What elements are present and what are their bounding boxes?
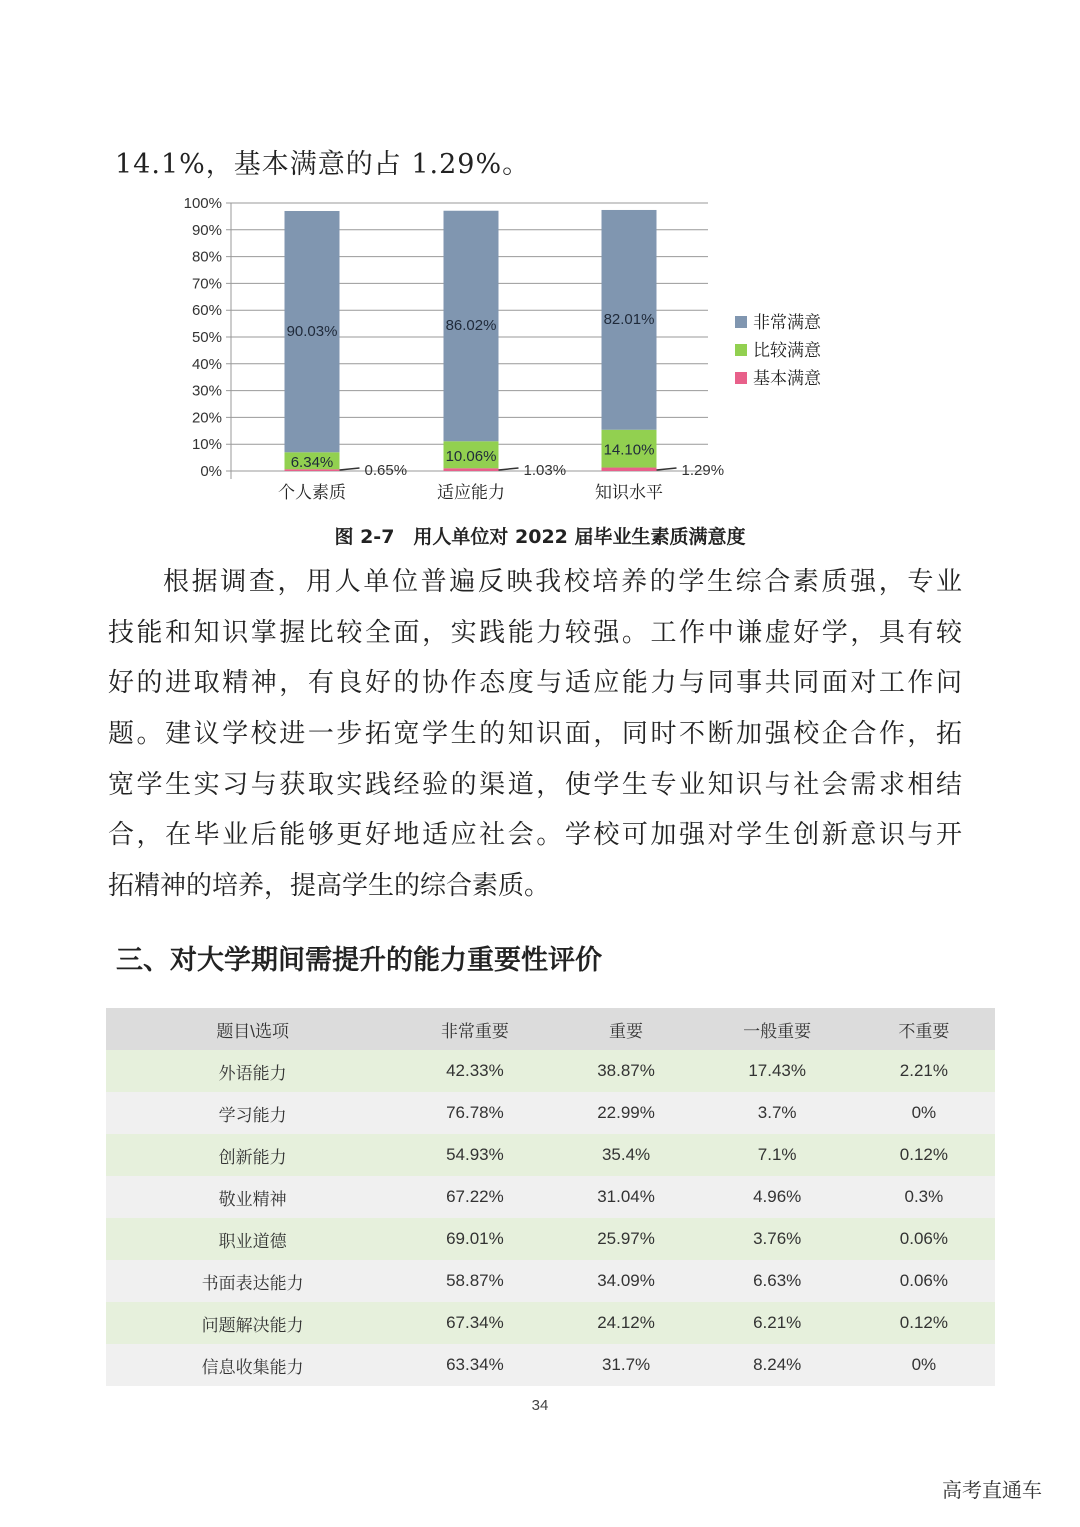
row-label: 书面表达能力 xyxy=(106,1260,399,1302)
intro-text: 14.1%，基本满意的占 1.29%。 xyxy=(115,149,531,180)
row-label: 外语能力 xyxy=(106,1050,399,1092)
table-row xyxy=(106,1260,995,1302)
page-number: 34 xyxy=(531,1397,549,1414)
row-label: 职业道德 xyxy=(106,1218,399,1260)
table-cell: 54.93% xyxy=(399,1134,550,1176)
leader-line xyxy=(657,468,677,470)
table-cell: 35.4% xyxy=(550,1134,701,1176)
table-cell: 31.04% xyxy=(550,1176,701,1218)
table-row xyxy=(106,1302,995,1344)
table-row xyxy=(106,1218,995,1260)
data-label: 0.65% xyxy=(364,462,408,479)
table-cell: 58.87% xyxy=(399,1260,550,1302)
column-header: 非常重要 xyxy=(399,1008,550,1050)
row-label: 信息收集能力 xyxy=(106,1344,399,1386)
x-tick-label: 适应能力 xyxy=(437,483,505,503)
table-cell: 22.99% xyxy=(550,1092,701,1134)
y-tick-label: 40% xyxy=(191,355,222,373)
table-cell: 0.12% xyxy=(853,1134,995,1176)
y-tick-label: 20% xyxy=(191,409,222,427)
x-tick-label: 知识水平 xyxy=(595,483,663,503)
stacked-bar-chart xyxy=(0,0,1080,520)
y-tick-label: 0% xyxy=(200,463,222,480)
table-cell: 76.78% xyxy=(399,1092,550,1134)
data-label: 10.06% xyxy=(445,447,497,465)
row-label: 创新能力 xyxy=(106,1134,399,1176)
legend-swatch xyxy=(735,344,747,356)
bar-segment xyxy=(444,468,499,471)
table-cell: 6.21% xyxy=(702,1302,853,1344)
y-tick-label: 90% xyxy=(191,221,222,239)
column-header: 一般重要 xyxy=(702,1008,853,1050)
y-tick-label: 70% xyxy=(191,275,222,293)
importance-table xyxy=(106,1008,995,1386)
table-row xyxy=(106,1092,995,1134)
paragraph-line: 技能和知识掌握比较全面，实践能力较强。工作中谦虚好学，具有较 xyxy=(108,617,962,648)
data-label: 1.03% xyxy=(523,462,567,479)
legend-label: 基本满意 xyxy=(753,369,821,389)
leader-line xyxy=(340,468,360,470)
data-label: 1.29% xyxy=(681,462,725,479)
row-label: 学习能力 xyxy=(106,1092,399,1134)
table-cell: 3.7% xyxy=(702,1092,853,1134)
paragraph-line: 拓精神的培养，提高学生的综合素质。 xyxy=(108,871,551,902)
row-label: 问题解决能力 xyxy=(106,1302,399,1344)
table-cell: 7.1% xyxy=(702,1134,853,1176)
row-label: 敬业精神 xyxy=(106,1176,399,1218)
table-cell: 0% xyxy=(853,1344,995,1386)
paragraph-line: 好的进取精神，有良好的协作态度与适应能力与同事共同面对工作问 xyxy=(108,668,962,699)
table-cell: 69.01% xyxy=(399,1218,550,1260)
table-row xyxy=(106,1134,995,1176)
table-cell: 34.09% xyxy=(550,1260,701,1302)
table-cell: 63.34% xyxy=(399,1344,550,1386)
bar-segment xyxy=(602,468,657,471)
y-tick-label: 10% xyxy=(191,436,222,454)
table-cell: 8.24% xyxy=(702,1344,853,1386)
table-cell: 17.43% xyxy=(702,1050,853,1092)
table-cell: 0% xyxy=(853,1092,995,1134)
section-title: 三、对大学期间需提升的能力重要性评价 xyxy=(116,945,602,976)
table-cell: 0.12% xyxy=(853,1302,995,1344)
leader-line xyxy=(499,468,519,470)
y-tick-label: 50% xyxy=(191,329,222,346)
table-cell: 0.3% xyxy=(853,1176,995,1218)
legend-label: 比较满意 xyxy=(753,341,821,361)
table-cell: 3.76% xyxy=(702,1218,853,1260)
legend-swatch xyxy=(735,372,747,384)
body-paragraph xyxy=(108,557,962,912)
figure-caption: 图 2-7 用人单位对 2022 届毕业生素质满意度 xyxy=(334,526,746,548)
paragraph-line: 宽学生实习与获取实践经验的渠道，使学生专业知识与社会需求相结 xyxy=(108,769,962,800)
column-header: 重要 xyxy=(550,1008,701,1050)
table-cell: 25.97% xyxy=(550,1218,701,1260)
table-cell: 42.33% xyxy=(399,1050,550,1092)
paragraph-line: 根据调查，用人单位普遍反映我校培养的学生综合素质强，专业 xyxy=(163,567,962,597)
paragraph-line: 合，在毕业后能够更好地适应社会。学校可加强对学生创新意识与开 xyxy=(108,820,962,851)
paragraph-line: 题。建议学校进一步拓宽学生的知识面，同时不断加强校企合作，拓 xyxy=(108,719,962,750)
column-header: 题目\选项 xyxy=(106,1008,399,1050)
y-tick-label: 60% xyxy=(191,302,222,320)
table-cell: 6.63% xyxy=(702,1260,853,1302)
legend-swatch xyxy=(735,316,747,328)
table-cell: 31.7% xyxy=(550,1344,701,1386)
table-cell: 67.34% xyxy=(399,1302,550,1344)
table-cell: 0.06% xyxy=(853,1260,995,1302)
column-header: 不重要 xyxy=(853,1008,995,1050)
table-cell: 0.06% xyxy=(853,1218,995,1260)
table-cell: 2.21% xyxy=(853,1050,995,1092)
table-cell: 67.22% xyxy=(399,1176,550,1218)
table-header-row xyxy=(106,1008,995,1050)
table-row xyxy=(106,1176,995,1218)
legend-label: 非常满意 xyxy=(753,313,821,333)
table-row xyxy=(106,1050,995,1092)
y-tick-label: 80% xyxy=(191,248,222,266)
data-label: 82.01% xyxy=(603,311,655,328)
x-tick-label: 个人素质 xyxy=(278,483,346,503)
data-label: 6.34% xyxy=(290,453,334,471)
y-tick-label: 30% xyxy=(191,382,222,400)
table-cell: 4.96% xyxy=(702,1176,853,1218)
data-label: 90.03% xyxy=(286,323,338,340)
data-label: 14.10% xyxy=(603,441,655,459)
table-row xyxy=(106,1344,995,1386)
table-cell: 38.87% xyxy=(550,1050,701,1092)
y-tick-label: 100% xyxy=(183,195,222,212)
table-cell: 24.12% xyxy=(550,1302,701,1344)
data-label: 86.02% xyxy=(445,317,497,334)
watermark: 高考直通车 xyxy=(942,1478,1042,1502)
